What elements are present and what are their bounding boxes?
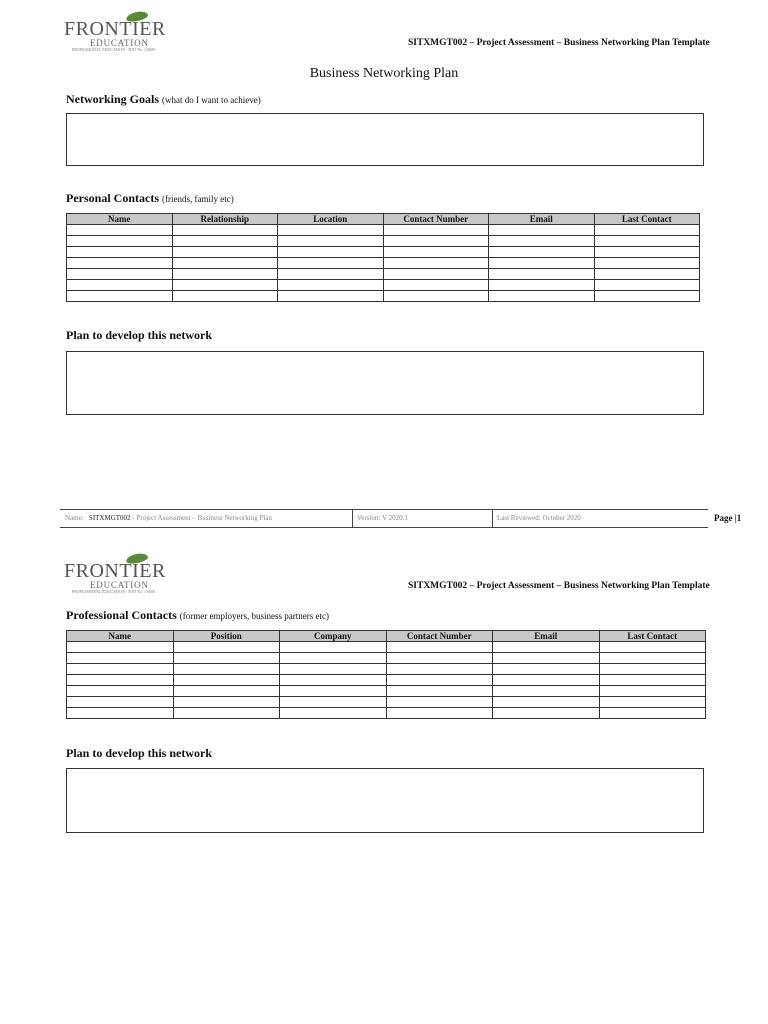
column-header: Name xyxy=(67,214,173,225)
logo-wordmark: FRONTIER xyxy=(64,18,166,40)
page-number: Page |1 xyxy=(714,513,742,523)
table-row xyxy=(67,291,700,302)
table-cell[interactable] xyxy=(493,686,600,697)
frontier-logo xyxy=(64,554,164,596)
personal-contacts-heading xyxy=(66,191,234,206)
table-cell[interactable] xyxy=(280,664,387,675)
table-cell[interactable] xyxy=(594,225,700,236)
table-cell[interactable] xyxy=(172,291,278,302)
column-header: Last Contact xyxy=(594,214,700,225)
table-row xyxy=(67,280,700,291)
table-cell[interactable] xyxy=(599,708,706,719)
plan-heading-1: Plan to develop this network xyxy=(66,328,213,342)
table-cell[interactable] xyxy=(67,258,173,269)
table-cell[interactable] xyxy=(172,247,278,258)
table-cell[interactable] xyxy=(493,708,600,719)
logo-subtitle: EDUCATION xyxy=(90,38,149,48)
footer-name-label: Name: xyxy=(65,514,84,522)
column-header: Contact Number xyxy=(383,214,489,225)
page-footer xyxy=(60,509,708,528)
table-row xyxy=(67,664,706,675)
footer-name-rest: - Project Assessment – Business Networking Plan xyxy=(132,514,272,522)
table-cell[interactable] xyxy=(594,291,700,302)
table-cell[interactable] xyxy=(383,258,489,269)
table-cell[interactable] xyxy=(489,247,595,258)
footer-divider xyxy=(352,510,353,527)
table-row xyxy=(67,269,700,280)
table-cell[interactable] xyxy=(67,280,173,291)
table-cell[interactable] xyxy=(173,653,280,664)
logo-tagline: PROFESSIONAL EDUCATION · RTO No. 1 0000 xyxy=(72,47,155,52)
professional-contacts-table xyxy=(66,630,706,719)
column-header: Relationship xyxy=(172,214,278,225)
table-cell[interactable] xyxy=(67,269,173,280)
table-cell[interactable] xyxy=(278,247,384,258)
table-cell[interactable] xyxy=(599,675,706,686)
table-row xyxy=(67,686,706,697)
column-header: Last Contact xyxy=(599,631,706,642)
table-cell[interactable] xyxy=(386,708,493,719)
table-cell[interactable] xyxy=(383,225,489,236)
frontier-logo xyxy=(64,12,164,54)
table-cell[interactable] xyxy=(386,686,493,697)
table-row xyxy=(67,225,700,236)
table-cell[interactable] xyxy=(386,664,493,675)
table-cell[interactable] xyxy=(280,697,387,708)
table-cell[interactable] xyxy=(599,664,706,675)
table-cell[interactable] xyxy=(172,269,278,280)
table-cell[interactable] xyxy=(386,675,493,686)
professional-contacts-title: Professional Contacts xyxy=(66,608,177,622)
table-cell[interactable] xyxy=(173,686,280,697)
footer-name-code: SITXMGT002 xyxy=(88,514,131,522)
table-cell[interactable] xyxy=(278,258,384,269)
table-cell[interactable] xyxy=(383,269,489,280)
professional-contacts-heading xyxy=(66,608,329,623)
professional-contacts-note: (former employers, business partners etc) xyxy=(179,611,329,621)
table-cell[interactable] xyxy=(383,291,489,302)
table-cell[interactable] xyxy=(67,247,173,258)
table-row xyxy=(67,653,706,664)
personal-contacts-table xyxy=(66,213,700,302)
table-row xyxy=(67,236,700,247)
table-cell[interactable] xyxy=(599,653,706,664)
table-row xyxy=(67,708,706,719)
table-cell[interactable] xyxy=(280,708,387,719)
table-cell[interactable] xyxy=(489,225,595,236)
table-cell[interactable] xyxy=(67,291,173,302)
table-cell[interactable] xyxy=(278,291,384,302)
footer-reviewed: Last Reviewed: October 2020 xyxy=(497,514,581,522)
table-cell[interactable] xyxy=(493,653,600,664)
networking-goals-note: (what do I want to achieve) xyxy=(162,95,261,105)
table-cell[interactable] xyxy=(594,247,700,258)
table-cell[interactable] xyxy=(280,686,387,697)
personal-contacts-title: Personal Contacts xyxy=(66,191,159,205)
table-cell[interactable] xyxy=(67,225,173,236)
table-cell[interactable] xyxy=(67,675,174,686)
table-cell[interactable] xyxy=(172,280,278,291)
table-cell[interactable] xyxy=(67,686,174,697)
table-cell[interactable] xyxy=(493,642,600,653)
table-cell[interactable] xyxy=(173,708,280,719)
personal-contacts-note: (friends, family etc) xyxy=(162,194,234,204)
table-row xyxy=(67,247,700,258)
table-cell[interactable] xyxy=(173,664,280,675)
table-cell[interactable] xyxy=(383,247,489,258)
logo-wordmark: FRONTIER xyxy=(64,560,166,582)
table-cell[interactable] xyxy=(172,236,278,247)
table-cell[interactable] xyxy=(278,280,384,291)
table-row xyxy=(67,675,706,686)
table-cell[interactable] xyxy=(67,664,174,675)
table-cell[interactable] xyxy=(278,236,384,247)
table-cell[interactable] xyxy=(599,686,706,697)
footer-name xyxy=(65,510,272,527)
table-row xyxy=(67,258,700,269)
logo-tagline: PROFESSIONAL EDUCATION · RTO No. 1 0000 xyxy=(72,589,155,594)
plan-box-2[interactable] xyxy=(66,768,704,833)
table-row xyxy=(67,642,706,653)
table-cell[interactable] xyxy=(67,708,174,719)
table-cell[interactable] xyxy=(280,675,387,686)
table-cell[interactable] xyxy=(67,642,174,653)
table-cell[interactable] xyxy=(173,697,280,708)
table-cell[interactable] xyxy=(278,269,384,280)
column-header: Contact Number xyxy=(386,631,493,642)
table-cell[interactable] xyxy=(489,236,595,247)
table-cell[interactable] xyxy=(386,697,493,708)
table-cell[interactable] xyxy=(386,653,493,664)
column-header: Email xyxy=(493,631,600,642)
table-cell[interactable] xyxy=(493,664,600,675)
table-row xyxy=(67,697,706,708)
table-cell[interactable] xyxy=(383,236,489,247)
networking-goals-title: Networking Goals xyxy=(66,92,159,106)
table-cell[interactable] xyxy=(489,280,595,291)
table-cell[interactable] xyxy=(594,269,700,280)
table-cell[interactable] xyxy=(493,675,600,686)
footer-divider xyxy=(492,510,493,527)
table-cell[interactable] xyxy=(594,236,700,247)
table-cell[interactable] xyxy=(594,280,700,291)
plan-heading-2: Plan to develop this network xyxy=(66,746,213,760)
networking-goals-heading xyxy=(66,92,261,107)
logo-subtitle: EDUCATION xyxy=(90,580,149,590)
table-cell[interactable] xyxy=(173,675,280,686)
table-cell[interactable] xyxy=(280,642,387,653)
table-cell[interactable] xyxy=(489,258,595,269)
column-header: Name xyxy=(67,631,174,642)
column-header: Company xyxy=(280,631,387,642)
table-cell[interactable] xyxy=(489,269,595,280)
table-cell[interactable] xyxy=(383,280,489,291)
plan-box-1[interactable] xyxy=(66,351,704,415)
table-cell[interactable] xyxy=(172,225,278,236)
document-header: SITXMGT002 – Project Assessment – Business Networking Plan Template xyxy=(408,38,710,48)
page-title: Business Networking Plan xyxy=(309,66,459,81)
table-cell[interactable] xyxy=(172,258,278,269)
table-cell[interactable] xyxy=(67,653,174,664)
table-cell[interactable] xyxy=(599,642,706,653)
document-header: SITXMGT002 – Project Assessment – Business Networking Plan Template xyxy=(408,581,710,591)
table-cell[interactable] xyxy=(280,653,387,664)
networking-goals-box[interactable] xyxy=(66,113,704,166)
column-header: Location xyxy=(278,214,384,225)
table-cell[interactable] xyxy=(489,291,595,302)
table-header-row xyxy=(67,214,700,225)
table-cell[interactable] xyxy=(278,225,384,236)
table-cell[interactable] xyxy=(386,642,493,653)
table-cell[interactable] xyxy=(599,697,706,708)
table-cell[interactable] xyxy=(67,236,173,247)
column-header: Email xyxy=(489,214,595,225)
table-cell[interactable] xyxy=(173,642,280,653)
table-cell[interactable] xyxy=(67,697,174,708)
table-cell[interactable] xyxy=(493,697,600,708)
column-header: Position xyxy=(173,631,280,642)
footer-version: Version: V 2020.1 xyxy=(357,514,408,522)
table-header-row xyxy=(67,631,706,642)
table-cell[interactable] xyxy=(594,258,700,269)
